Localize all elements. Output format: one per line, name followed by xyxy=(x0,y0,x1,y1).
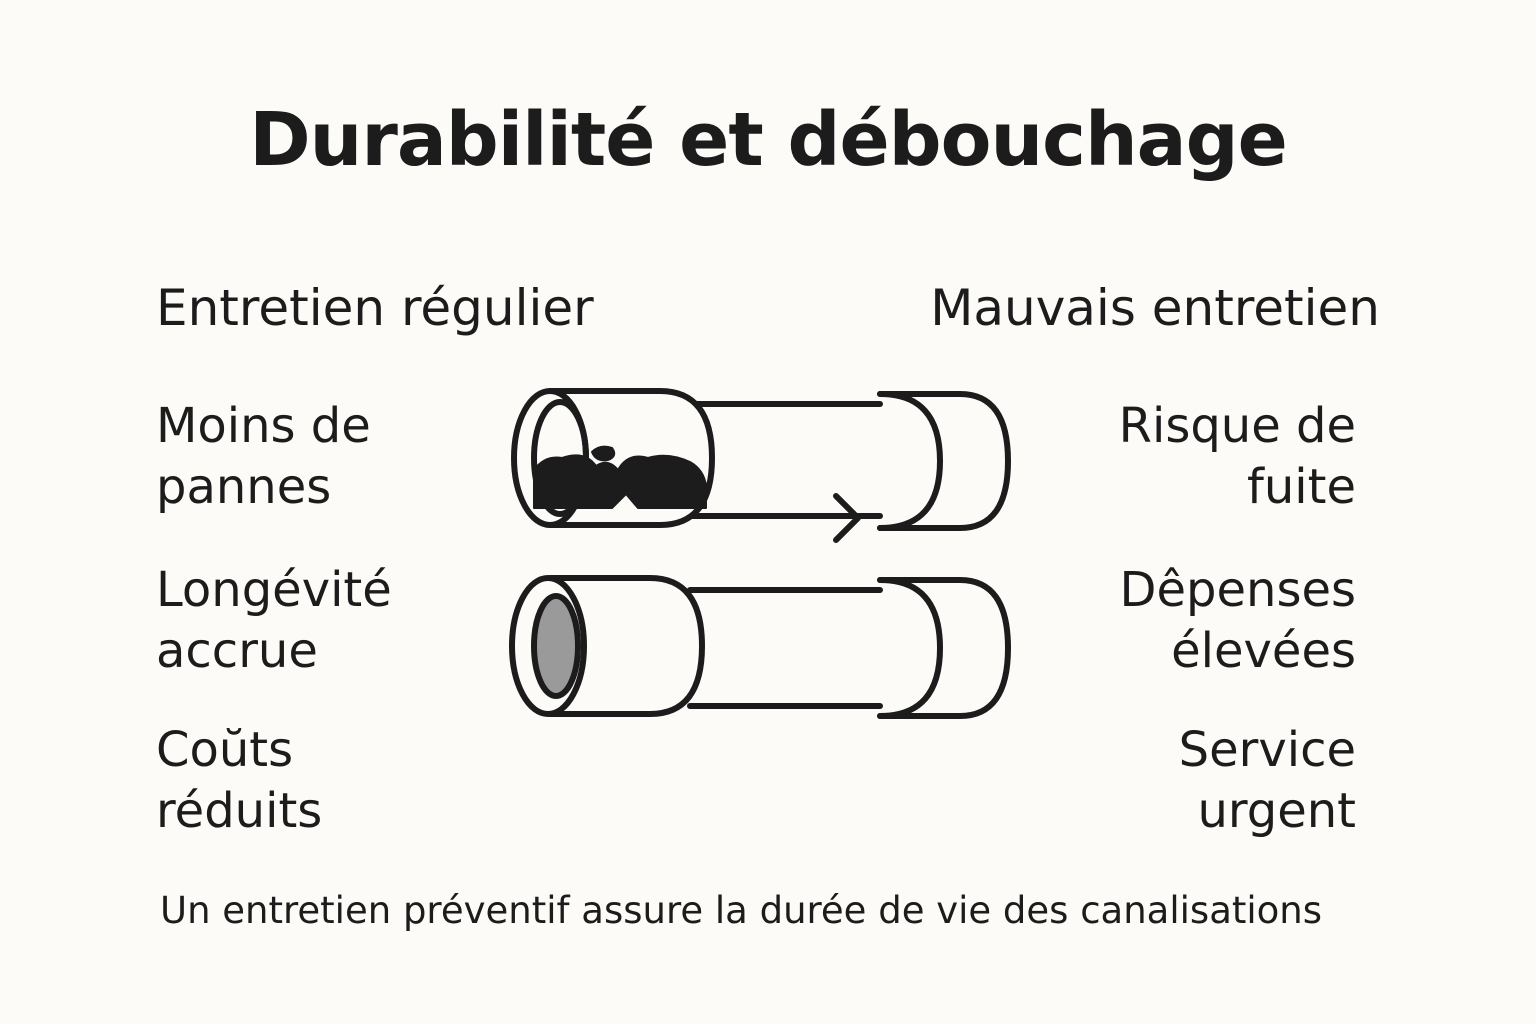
bad-maintenance-heading: Mauvais entretien xyxy=(930,279,1380,337)
good-item-longevity: Longévité accrue xyxy=(156,562,392,679)
pipes-illustration xyxy=(500,375,1030,735)
good-item-reduced-costs: Coŭts réduits xyxy=(156,722,323,839)
bad-item-high-costs: Dêpenses élevées xyxy=(1119,562,1356,679)
page-title: Durabilité et débouchage xyxy=(249,97,1287,183)
bad-item-urgent-service: Service urgent xyxy=(1178,722,1356,839)
footer-note: Un entretien préventif assure la durée de vie des canalisations xyxy=(160,889,1323,932)
clogged-pipe-icon xyxy=(514,391,1008,528)
clean-pipe-icon xyxy=(512,578,1008,716)
good-maintenance-heading: Entretien régulier xyxy=(156,279,594,337)
bad-item-leak-risk: Risque de fuite xyxy=(1118,398,1356,515)
good-item-fewer-breakdowns: Moins de pannes xyxy=(156,398,371,515)
